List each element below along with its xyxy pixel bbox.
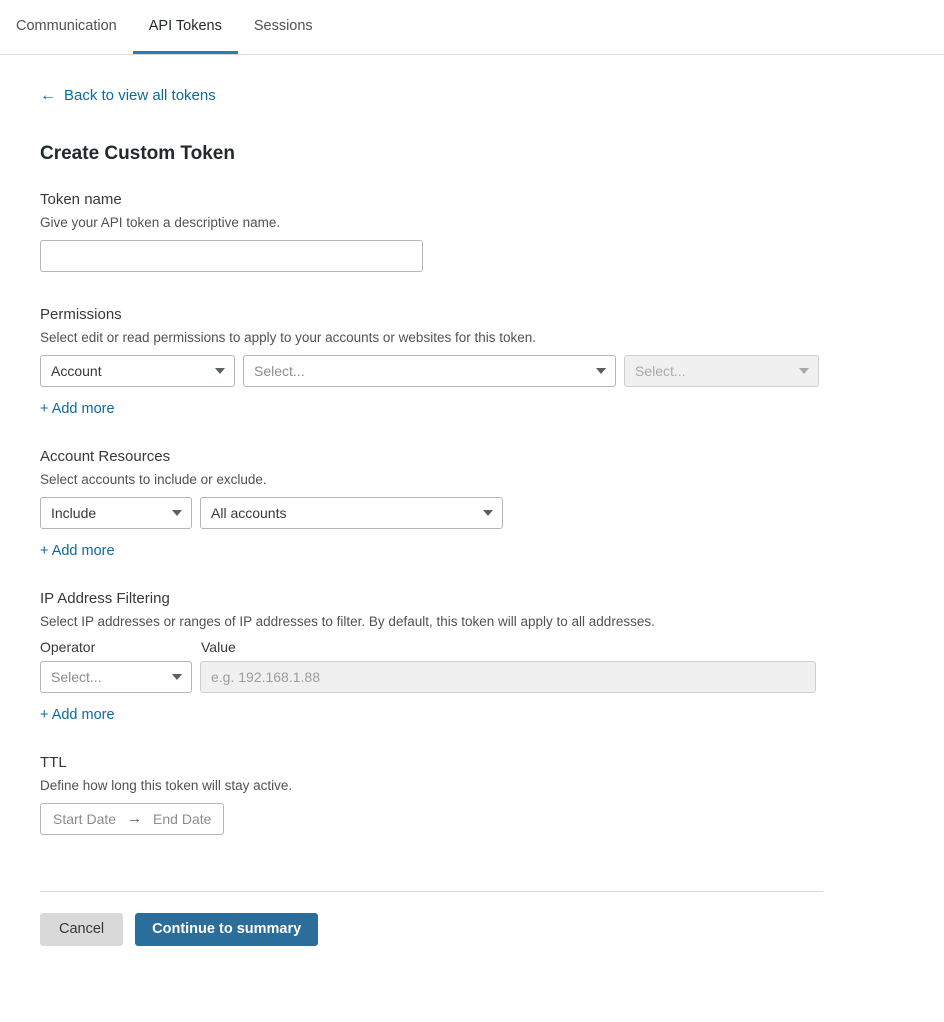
ttl-section — [40, 754, 904, 835]
ip-filtering-add-more-label: + Add more — [40, 706, 115, 723]
permissions-section — [40, 306, 904, 418]
chevron-down-icon — [215, 368, 225, 374]
tab-bar — [0, 0, 944, 55]
account-resources-help: Select accounts to include or exclude. — [40, 471, 267, 487]
permissions-label: Permissions — [40, 305, 122, 323]
token-name-label: Token name — [40, 190, 122, 208]
permissions-help: Select edit or read permissions to apply to your accounts or websites for this token. — [40, 329, 536, 345]
chevron-down-icon — [596, 368, 606, 374]
permissions-row — [40, 355, 904, 387]
ip-filtering-section — [40, 590, 904, 724]
account-resources-add-more-label: + Add more — [40, 542, 115, 559]
tab-sessions-label: Sessions — [253, 17, 313, 34]
account-resources-mode-select[interactable] — [40, 497, 192, 529]
ttl-end-date[interactable]: End Date — [153, 810, 212, 827]
chevron-down-icon — [172, 674, 182, 680]
account-resources-add-more-button[interactable] — [40, 543, 115, 559]
cancel-button[interactable]: Cancel — [40, 913, 123, 946]
chevron-down-icon — [483, 510, 493, 516]
permission-level-select — [624, 355, 819, 387]
permission-scope-select[interactable] — [40, 355, 235, 387]
account-resources-accounts-value: All accounts — [211, 504, 287, 521]
ip-filtering-label: IP Address Filtering — [40, 589, 170, 607]
ip-filtering-field-labels — [40, 639, 904, 655]
account-resources-section — [40, 448, 904, 560]
permission-resource-select[interactable] — [243, 355, 616, 387]
account-resources-accounts-select[interactable] — [200, 497, 503, 529]
back-link-label: Back to view all tokens — [64, 87, 216, 104]
ttl-label: TTL — [40, 753, 67, 771]
ttl-date-range-picker[interactable] — [40, 803, 224, 835]
ip-value-input[interactable] — [200, 661, 816, 693]
continue-to-summary-button[interactable]: Continue to summary — [135, 913, 318, 946]
back-to-all-tokens-link[interactable] — [40, 87, 216, 104]
chevron-down-icon — [172, 510, 182, 516]
ip-operator-label: Operator — [40, 638, 96, 655]
token-name-help: Give your API token a descriptive name. — [40, 214, 281, 230]
account-resources-label: Account Resources — [40, 447, 171, 465]
arrow-left-icon: ← — [40, 86, 56, 104]
tab-communication[interactable] — [0, 0, 133, 54]
page-title: Create Custom Token — [40, 142, 235, 164]
ip-value-label: Value — [201, 638, 236, 655]
ip-filtering-add-more-button[interactable] — [40, 707, 115, 723]
account-resources-mode-value: Include — [51, 504, 97, 521]
permissions-add-more-button[interactable] — [40, 401, 115, 417]
footer-divider — [40, 891, 823, 892]
permissions-add-more-label: + Add more — [40, 400, 115, 417]
token-name-input[interactable] — [40, 240, 423, 272]
tab-api-tokens-label: API Tokens — [148, 17, 222, 34]
ip-operator-select[interactable] — [40, 661, 192, 693]
ip-operator-value: Select... — [51, 668, 102, 685]
footer-actions — [40, 913, 904, 946]
ip-filtering-help: Select IP addresses or ranges of IP addresses to filter. By default, this token will apply to all addresses. — [40, 613, 655, 629]
chevron-down-icon — [799, 368, 809, 374]
page-content — [0, 55, 944, 946]
permission-resource-value: Select... — [254, 362, 305, 379]
token-name-section — [40, 191, 904, 272]
arrow-right-icon: → — [127, 810, 143, 827]
ip-filtering-row — [40, 661, 904, 693]
tab-communication-label: Communication — [16, 17, 117, 34]
ttl-help: Define how long this token will stay active. — [40, 777, 293, 793]
account-resources-row — [40, 497, 904, 529]
permission-level-value: Select... — [635, 362, 686, 379]
tab-api-tokens[interactable] — [133, 0, 238, 54]
ttl-start-date[interactable]: Start Date — [53, 810, 117, 827]
tab-sessions[interactable] — [238, 0, 329, 54]
permission-scope-value: Account — [51, 362, 102, 379]
